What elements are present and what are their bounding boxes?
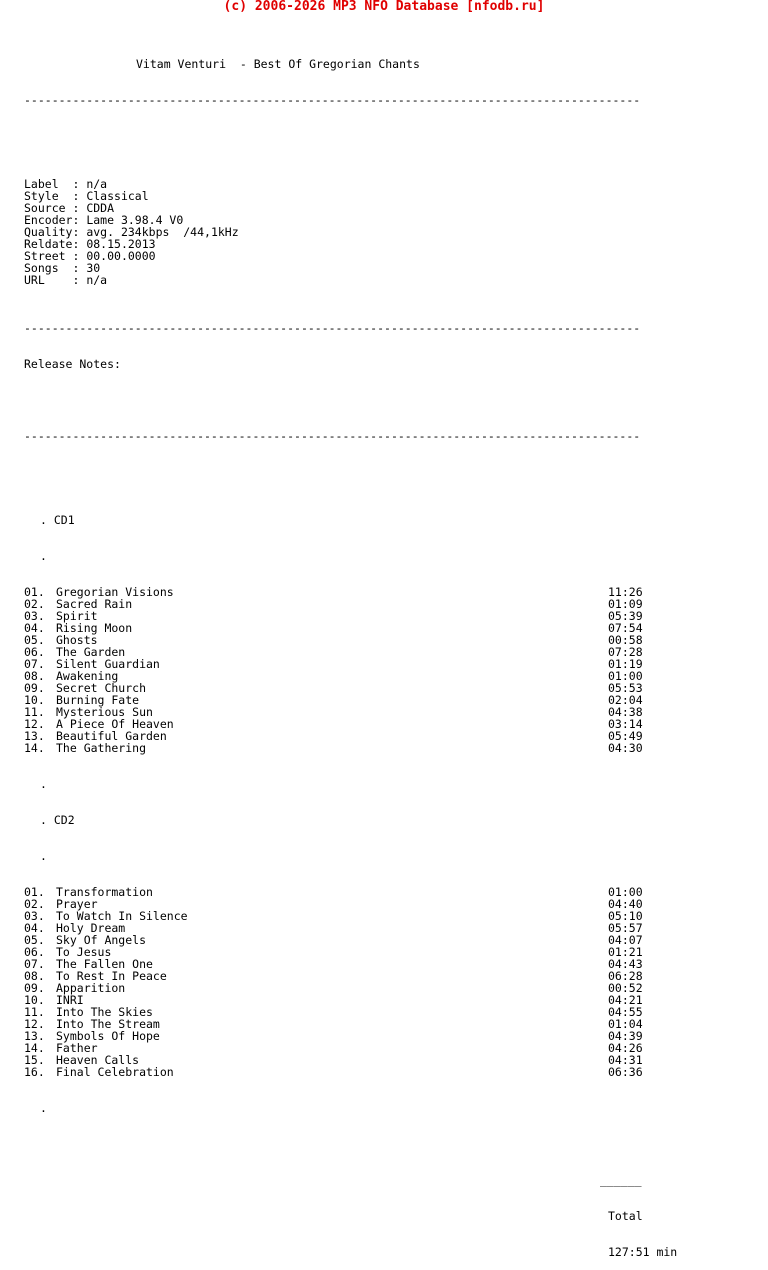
info-colon: : xyxy=(72,201,87,215)
track-row xyxy=(24,1018,724,1030)
info-colon: : xyxy=(72,237,87,251)
track-title: Into The Stream xyxy=(56,1017,160,1031)
track-number: 15. xyxy=(24,1053,45,1067)
info-key: Source xyxy=(24,201,73,215)
track-title: To Watch In Silence xyxy=(56,909,188,923)
track-title: Rising Moon xyxy=(56,621,133,635)
track-number: 13. xyxy=(24,1029,45,1043)
track-duration: 02:04 xyxy=(608,693,643,707)
track-row xyxy=(24,886,724,898)
track-title: Father xyxy=(56,1041,98,1055)
info-colon: : xyxy=(72,213,87,227)
track-title: The Garden xyxy=(56,645,126,659)
track-duration: 04:21 xyxy=(608,993,643,1007)
track-number: 12. xyxy=(24,717,45,731)
info-key: Style xyxy=(24,189,73,203)
track-row xyxy=(24,1066,724,1078)
nfo-document xyxy=(24,34,724,1270)
track-row xyxy=(24,982,724,994)
track-row xyxy=(24,922,724,934)
track-duration: 05:10 xyxy=(608,909,643,923)
track-number: 01. xyxy=(24,885,45,899)
info-key: Reldate xyxy=(24,237,73,251)
info-value: Classical xyxy=(86,189,149,203)
track-number: 11. xyxy=(24,1005,45,1019)
total-rule-line xyxy=(24,1174,724,1186)
cd1-label: . CD1 xyxy=(40,513,75,527)
track-row xyxy=(24,970,724,982)
track-duration: 01:00 xyxy=(608,885,643,899)
separator: ----------------------------------------------------------------------------------------- xyxy=(24,94,641,106)
separator: ----------------------------------------------------------------------------------------- xyxy=(24,322,641,334)
track-title: Mysterious Sun xyxy=(56,705,153,719)
track-title: Sacred Rain xyxy=(56,597,133,611)
track-number: 06. xyxy=(24,645,45,659)
info-key: Encoder xyxy=(24,213,73,227)
total-value-line xyxy=(24,1246,724,1258)
info-value: avg. 234kbps /44,1kHz xyxy=(86,225,239,239)
info-key: Quality xyxy=(24,225,73,239)
track-duration: 04:38 xyxy=(608,705,643,719)
cd2-dot: . xyxy=(40,849,47,863)
track-title: To Jesus xyxy=(56,945,112,959)
track-number: 16. xyxy=(24,1065,45,1079)
track-title: Ghosts xyxy=(56,633,98,647)
track-row xyxy=(24,994,724,1006)
track-title: Awakening xyxy=(56,669,119,683)
info-colon: : xyxy=(72,225,87,239)
info-colon: : xyxy=(72,261,87,275)
info-key: Label xyxy=(24,177,73,191)
track-row xyxy=(24,1054,724,1066)
track-title: Final Celebration xyxy=(56,1065,174,1079)
track-number: 14. xyxy=(24,1041,45,1055)
track-duration: 01:00 xyxy=(608,669,643,683)
info-value: 00.00.0000 xyxy=(86,249,156,263)
info-row xyxy=(24,262,724,274)
info-colon: : xyxy=(72,189,87,203)
track-row xyxy=(24,958,724,970)
track-number: 14. xyxy=(24,741,45,755)
track-title: A Piece Of Heaven xyxy=(56,717,174,731)
track-number: 08. xyxy=(24,969,45,983)
track-duration: 01:21 xyxy=(608,945,643,959)
track-duration: 05:57 xyxy=(608,921,643,935)
track-number: 10. xyxy=(24,693,45,707)
track-duration: 05:49 xyxy=(608,729,643,743)
track-duration: 01:19 xyxy=(608,657,643,671)
track-duration: 04:39 xyxy=(608,1029,643,1043)
info-key: URL xyxy=(24,273,73,287)
track-row xyxy=(24,742,724,754)
track-number: 05. xyxy=(24,933,45,947)
cd1-tracklist xyxy=(24,586,724,754)
info-value: n/a xyxy=(86,177,108,191)
site-header: (c) 2006-2026 MP3 NFO Database [nfodb.ru] xyxy=(223,0,545,14)
track-title: Secret Church xyxy=(56,681,147,695)
track-number: 10. xyxy=(24,993,45,1007)
track-title: Gregorian Visions xyxy=(56,585,174,599)
release-notes-label: Release Notes: xyxy=(24,357,121,371)
track-row xyxy=(24,1006,724,1018)
track-title: The Fallen One xyxy=(56,957,153,971)
track-duration: 07:28 xyxy=(608,645,643,659)
track-duration: 05:39 xyxy=(608,609,643,623)
total-rule: ______ xyxy=(600,1173,642,1187)
track-title: Symbols Of Hope xyxy=(56,1029,160,1043)
track-number: 09. xyxy=(24,681,45,695)
track-title: INRI xyxy=(56,993,84,1007)
track-duration: 04:30 xyxy=(608,741,643,755)
track-title: Silent Guardian xyxy=(56,657,160,671)
track-duration: 04:31 xyxy=(608,1053,643,1067)
track-number: 09. xyxy=(24,981,45,995)
cd2-tracklist xyxy=(24,886,724,1078)
track-number: 02. xyxy=(24,897,45,911)
info-block xyxy=(24,178,724,286)
info-key: Street xyxy=(24,249,73,263)
info-value: 08.15.2013 xyxy=(86,237,156,251)
track-number: 07. xyxy=(24,657,45,671)
info-row xyxy=(24,250,724,262)
separator: ----------------------------------------------------------------------------------------- xyxy=(24,430,641,442)
info-colon: : xyxy=(72,273,87,287)
cd2-label: . CD2 xyxy=(40,813,75,827)
track-title: To Rest In Peace xyxy=(56,969,167,983)
track-duration: 06:36 xyxy=(608,1065,643,1079)
track-duration: 07:54 xyxy=(608,621,643,635)
track-duration: 04:07 xyxy=(608,933,643,947)
info-row xyxy=(24,274,724,286)
track-title: Burning Fate xyxy=(56,693,140,707)
track-duration: 00:58 xyxy=(608,633,643,647)
track-title: Heaven Calls xyxy=(56,1053,140,1067)
track-duration: 01:09 xyxy=(608,597,643,611)
track-number: 06. xyxy=(24,945,45,959)
track-duration: 06:28 xyxy=(608,969,643,983)
track-row xyxy=(24,946,724,958)
track-number: 11. xyxy=(24,705,45,719)
track-title: Into The Skies xyxy=(56,1005,153,1019)
track-number: 13. xyxy=(24,729,45,743)
track-title: Apparition xyxy=(56,981,126,995)
total-label: Total xyxy=(608,1209,643,1223)
track-title: Transformation xyxy=(56,885,153,899)
track-number: 04. xyxy=(24,621,45,635)
track-duration: 03:14 xyxy=(608,717,643,731)
track-duration: 04:43 xyxy=(608,957,643,971)
total-label-line xyxy=(24,1210,724,1222)
track-duration: 00:52 xyxy=(608,981,643,995)
total-value: 127:51 min xyxy=(608,1245,678,1259)
info-colon: : xyxy=(72,177,87,191)
track-number: 03. xyxy=(24,909,45,923)
track-duration: 04:26 xyxy=(608,1041,643,1055)
info-colon: : xyxy=(72,249,87,263)
track-duration: 05:53 xyxy=(608,681,643,695)
title-line xyxy=(24,58,724,70)
info-row xyxy=(24,190,724,202)
track-duration: 04:40 xyxy=(608,897,643,911)
track-number: 07. xyxy=(24,957,45,971)
track-row xyxy=(24,934,724,946)
track-number: 12. xyxy=(24,1017,45,1031)
info-value: 30 xyxy=(86,261,101,275)
track-title: Beautiful Garden xyxy=(56,729,167,743)
info-value: CDDA xyxy=(86,201,115,215)
track-number: 08. xyxy=(24,669,45,683)
info-value: n/a xyxy=(86,273,108,287)
track-row xyxy=(24,910,724,922)
info-key: Songs xyxy=(24,261,73,275)
track-number: 02. xyxy=(24,597,45,611)
track-row xyxy=(24,1030,724,1042)
cd1-dot: . xyxy=(40,549,47,563)
album-title: Vitam Venturi - Best Of Gregorian Chants xyxy=(136,57,420,71)
track-title: Sky Of Angels xyxy=(56,933,147,947)
cd2-dot: . xyxy=(40,777,47,791)
track-row xyxy=(24,1042,724,1054)
info-value: Lame 3.98.4 V0 xyxy=(86,213,184,227)
track-duration: 01:04 xyxy=(608,1017,643,1031)
track-title: Holy Dream xyxy=(56,921,126,935)
track-duration: 04:55 xyxy=(608,1005,643,1019)
end-dot: . xyxy=(40,1101,47,1115)
track-number: 04. xyxy=(24,921,45,935)
track-number: 01. xyxy=(24,585,45,599)
track-title: Prayer xyxy=(56,897,98,911)
track-number: 05. xyxy=(24,633,45,647)
track-title: Spirit xyxy=(56,609,98,623)
track-number: 03. xyxy=(24,609,45,623)
track-title: The Gathering xyxy=(56,741,147,755)
track-row xyxy=(24,898,724,910)
track-duration: 11:26 xyxy=(608,585,643,599)
